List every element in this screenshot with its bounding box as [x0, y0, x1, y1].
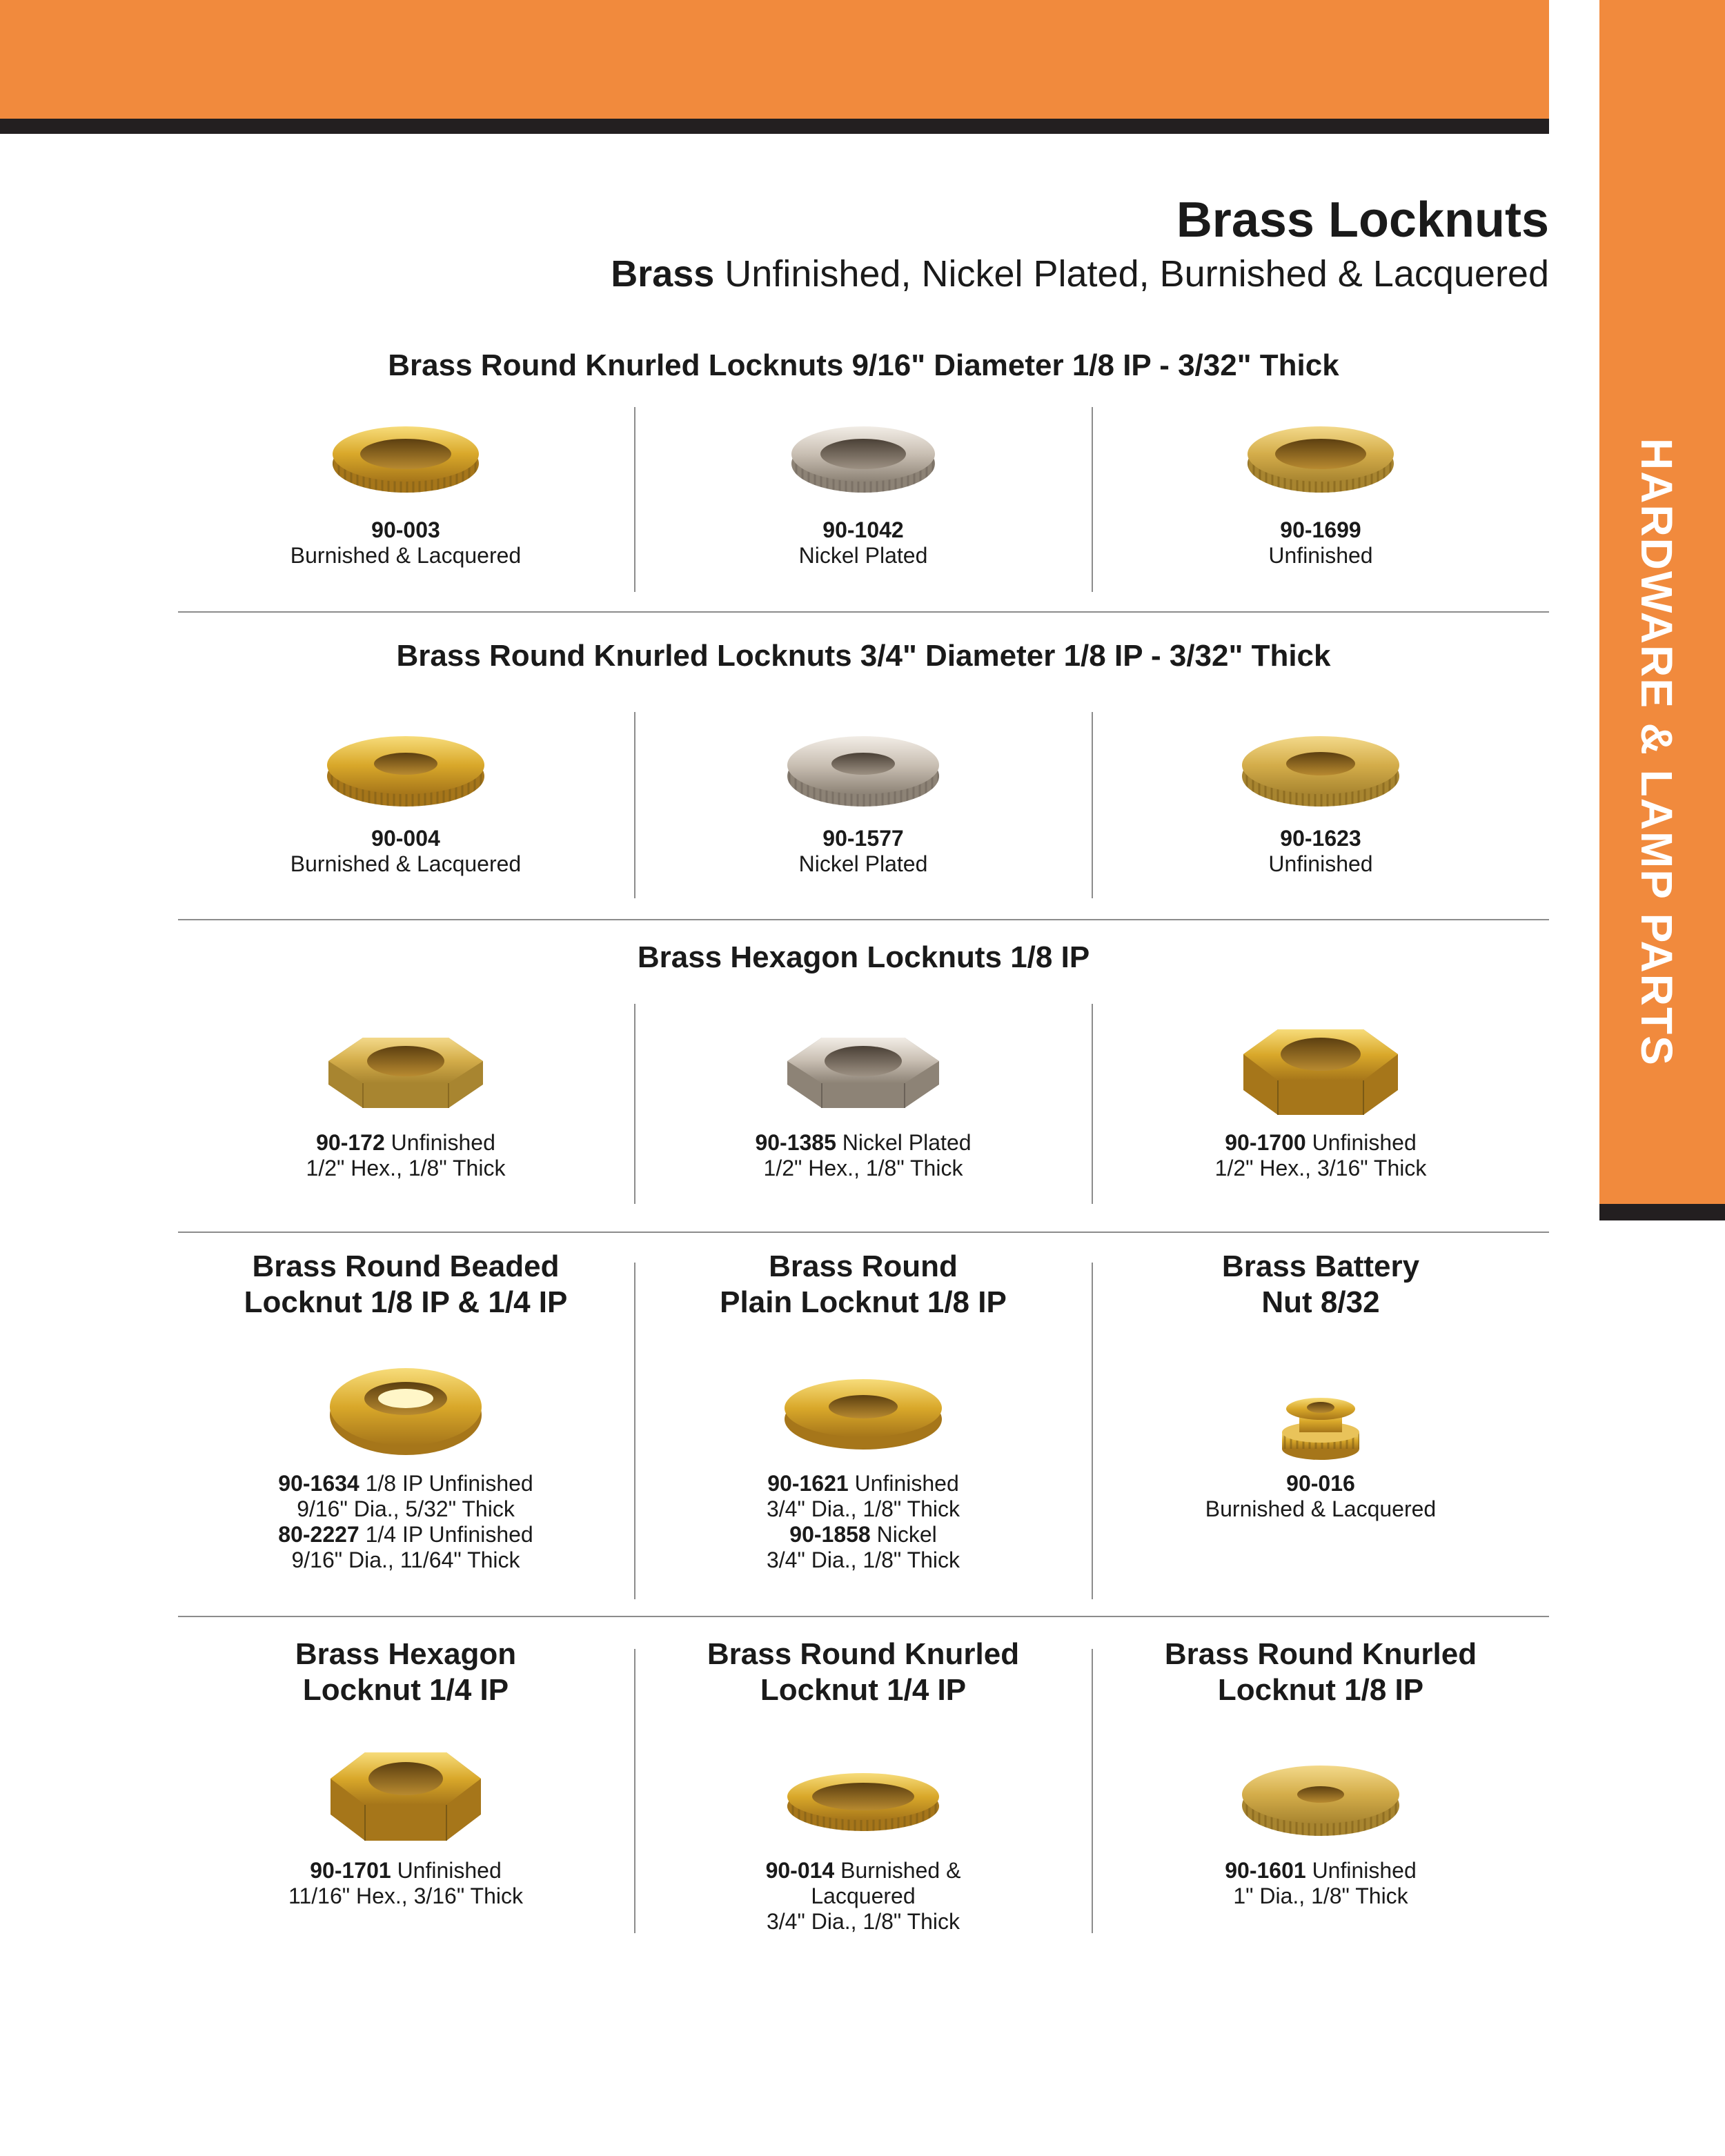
sku: 80-2227: [278, 1522, 359, 1547]
caption-90-1577: [635, 826, 1091, 877]
caption-90-172: [178, 1130, 633, 1181]
finish: Nickel Plated: [798, 543, 928, 568]
part-image-90-1385: [635, 1028, 1091, 1118]
section-divider: [178, 611, 1549, 613]
finish: Unfinished: [384, 1130, 495, 1155]
finish-line-2: Lacquered: [811, 1883, 916, 1908]
top-orange-band: [0, 0, 1549, 119]
sku: 90-1601: [1225, 1858, 1306, 1883]
spec: 3/4" Dia., 1/8" Thick: [766, 1496, 960, 1521]
finish: 1/8 IP Unfinished: [359, 1471, 533, 1496]
sku: 90-014: [765, 1858, 835, 1883]
part-image-90-1042: [635, 421, 1091, 497]
cell-heading-battery: Brass Battery Nut 8/32: [1221, 1249, 1420, 1319]
section-heading-1: Brass Round Knurled Locknuts 9/16" Diameter 1/8 IP - 3/32" Thick: [388, 348, 1339, 382]
sku: 90-1699: [1280, 517, 1361, 542]
spec: 9/16" Dia., 5/32" Thick: [297, 1496, 515, 1521]
sku: 90-1858: [789, 1522, 871, 1547]
page-title: Brass Locknuts: [1176, 192, 1549, 248]
sku: 90-1623: [1280, 826, 1361, 851]
part-image-90-016: [1093, 1388, 1548, 1464]
finish: Nickel Plated: [798, 851, 928, 876]
spec: 1/2" Hex., 3/16" Thick: [1214, 1156, 1427, 1180]
finish: Unfinished: [1268, 543, 1373, 568]
part-image-90-1601: [1093, 1756, 1548, 1839]
section-divider: [178, 1616, 1549, 1617]
section-heading-2: Brass Round Knurled Locknuts 3/4" Diameter 1/8 IP - 3/32" Thick: [396, 639, 1331, 673]
finish: Burnished & Lacquered: [1205, 1496, 1437, 1521]
spec: 3/4" Dia., 1/8" Thick: [766, 1547, 960, 1572]
part-image-90-1701: [178, 1744, 633, 1848]
sku: 90-1700: [1225, 1130, 1306, 1155]
page-subtitle: [611, 253, 1549, 295]
cell-heading-beaded: Brass Round Beaded Locknut 1/8 IP & 1/4 IP: [244, 1249, 568, 1319]
sku: 90-1701: [310, 1858, 391, 1883]
top-black-rule: [0, 119, 1549, 134]
cell-heading-plain: Brass Round Plain Locknut 1/8 IP: [720, 1249, 1007, 1319]
caption-90-1701: [178, 1858, 633, 1909]
sku: 90-172: [316, 1130, 385, 1155]
part-image-90-1621: [635, 1369, 1091, 1452]
finish: Burnished & Lacquered: [290, 851, 522, 876]
caption-90-1601: [1093, 1858, 1548, 1909]
finish: Burnished &: [834, 1858, 961, 1883]
spec: 1/2" Hex., 1/8" Thick: [763, 1156, 963, 1180]
part-image-90-004: [178, 728, 633, 811]
sku: 90-003: [371, 517, 440, 542]
part-image-90-1634: [178, 1363, 633, 1459]
caption-90-1699: [1093, 517, 1548, 568]
caption-90-016: [1093, 1471, 1548, 1522]
subtitle-rest: Unfinished, Nickel Plated, Burnished & Lacquered: [714, 253, 1549, 295]
sku: 90-1621: [767, 1471, 849, 1496]
caption-beaded: [178, 1471, 633, 1573]
sku: 90-1042: [822, 517, 904, 542]
finish: 1/4 IP Unfinished: [359, 1522, 533, 1547]
part-image-90-014: [635, 1766, 1091, 1835]
section-heading-3: Brass Hexagon Locknuts 1/8 IP: [637, 940, 1090, 974]
finish: Burnished & Lacquered: [290, 543, 522, 568]
sku: 90-1634: [278, 1471, 359, 1496]
caption-90-004: [178, 826, 633, 877]
subtitle-bold: Brass: [611, 253, 715, 295]
sku: 90-004: [371, 826, 440, 851]
section-divider: [178, 919, 1549, 920]
part-image-90-1623: [1093, 728, 1548, 811]
caption-90-003: [178, 517, 633, 568]
cell-heading-hexagon-quarter: Brass Hexagon Locknut 1/4 IP: [295, 1637, 517, 1707]
cell-heading-knurled-quarter: Brass Round Knurled Locknut 1/4 IP: [707, 1637, 1020, 1707]
part-image-90-1699: [1093, 421, 1548, 497]
spec: 9/16" Dia., 11/64" Thick: [291, 1547, 520, 1572]
caption-plain: [635, 1471, 1091, 1573]
sku: 90-1577: [822, 826, 904, 851]
sku: 90-1385: [755, 1130, 836, 1155]
caption-90-1042: [635, 517, 1091, 568]
spec: 1/2" Hex., 1/8" Thick: [306, 1156, 506, 1180]
cell-heading-knurled-eighth: Brass Round Knurled Locknut 1/8 IP: [1164, 1637, 1477, 1707]
finish: Unfinished: [1268, 851, 1373, 876]
finish: Unfinished: [391, 1858, 502, 1883]
finish: Unfinished: [1305, 1130, 1417, 1155]
caption-90-014: [635, 1858, 1091, 1935]
finish: Nickel Plated: [836, 1130, 972, 1155]
finish: Nickel: [870, 1522, 937, 1547]
spec: 3/4" Dia., 1/8" Thick: [766, 1909, 960, 1934]
caption-90-1385: [635, 1130, 1091, 1181]
sku: 90-016: [1286, 1471, 1355, 1496]
part-image-90-1577: [635, 728, 1091, 811]
side-tab-rule: [1599, 1204, 1725, 1220]
spec: 11/16" Hex., 3/16" Thick: [288, 1883, 523, 1908]
caption-90-1700: [1093, 1130, 1548, 1181]
finish: Unfinished: [848, 1471, 959, 1496]
side-tab-label: HARDWARE & LAMP PARTS: [1632, 438, 1682, 1067]
part-image-90-003: [178, 421, 633, 497]
caption-90-1623: [1093, 826, 1548, 877]
part-image-90-172: [178, 1028, 633, 1118]
spec: 1" Dia., 1/8" Thick: [1233, 1883, 1408, 1908]
section-divider: [178, 1232, 1549, 1233]
finish: Unfinished: [1305, 1858, 1417, 1883]
part-image-90-1700: [1093, 1020, 1548, 1123]
